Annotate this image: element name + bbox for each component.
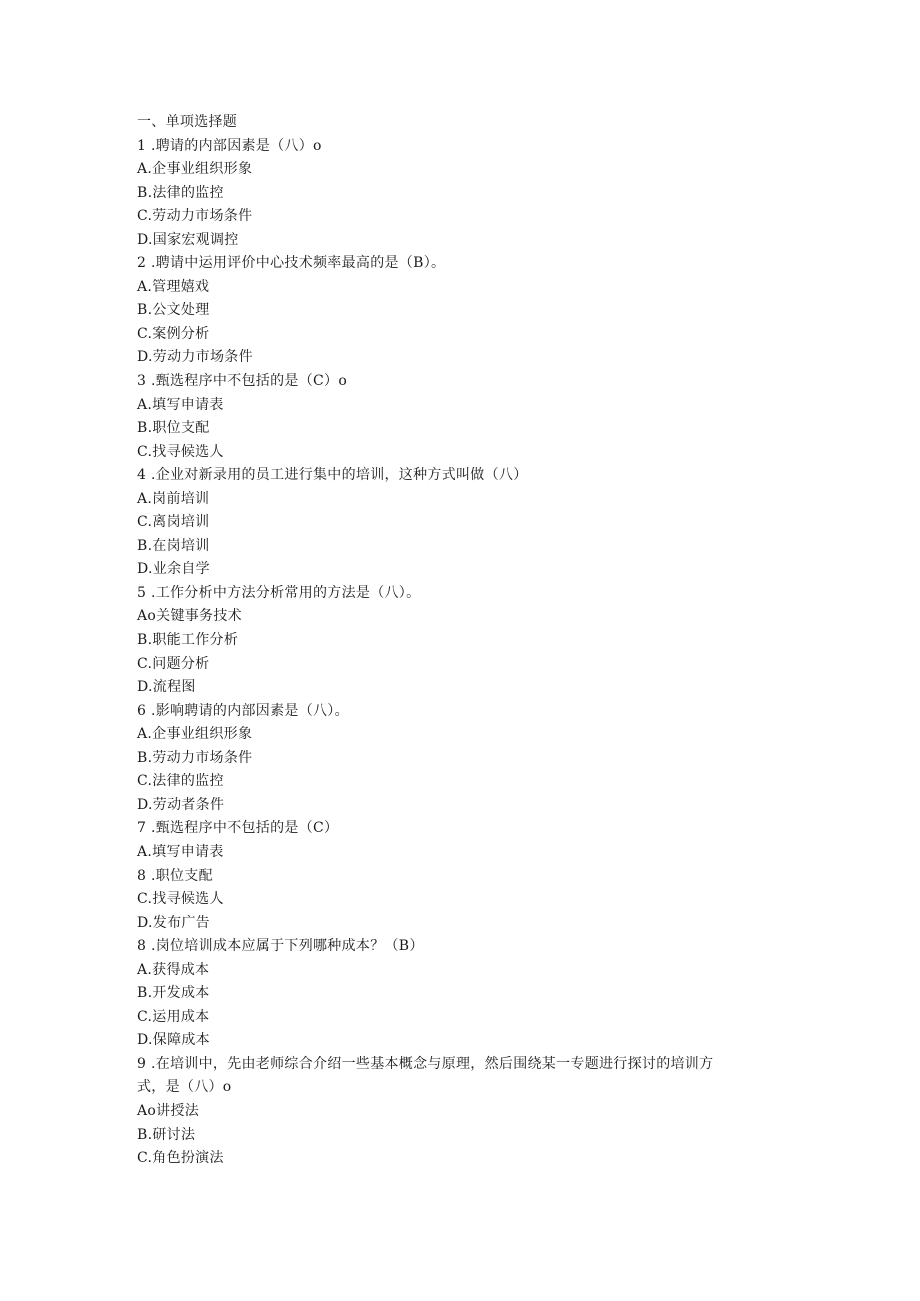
option-line: B.开发成本 — [137, 985, 210, 1002]
question-8: 8 .岗位培训成本应属于下列哪种成本？（B） — [137, 938, 424, 955]
question-7: 7 .甄选程序中不包括的是（C） — [137, 820, 339, 837]
option-line: C.案例分析 — [137, 325, 210, 342]
section-heading: 一、单项选择题 — [137, 114, 238, 130]
option-line: B.法律的监控 — [137, 184, 224, 201]
question-1: 1 .聘请的内部因素是（八）o — [137, 137, 322, 154]
option-line: A.管理嬉戏 — [137, 278, 210, 295]
option-line: C.法律的监控 — [137, 773, 224, 790]
option-line: D.发布广告 — [137, 914, 210, 931]
question-3: 3 .甄选程序中不包括的是（C）o — [137, 373, 348, 390]
question-6: 6 .影响聘请的内部因素是（八）。 — [137, 702, 349, 719]
option-line: A.企事业组织形象 — [137, 726, 253, 743]
option-line: A.岗前培训 — [137, 490, 210, 507]
option-line: B.职能工作分析 — [137, 632, 239, 649]
question-2: 2 .聘请中运用评价中心技术频率最高的是（B）。 — [137, 255, 446, 272]
option-line: D.流程图 — [137, 679, 196, 696]
option-line: C.劳动力市场条件 — [137, 208, 253, 225]
option-line: C.角色扮演法 — [137, 1150, 224, 1167]
question-5: 5 .工作分析中方法分析常用的方法是（八）。 — [137, 584, 421, 601]
option-line: D.保障成本 — [137, 1032, 210, 1049]
option-line: 8 .职位支配 — [137, 867, 213, 884]
option-line: A.填写申请表 — [137, 396, 224, 413]
option-line: B.劳动力市场条件 — [137, 749, 253, 766]
option-line: D.劳动力市场条件 — [137, 349, 253, 366]
question-9-continuation: 式，是（八）o — [137, 1079, 232, 1096]
option-line: A.企事业组织形象 — [137, 161, 253, 178]
option-line: D.劳动者条件 — [137, 796, 225, 813]
option-line: A.填写申请表 — [137, 843, 224, 860]
option-line: A.获得成本 — [137, 961, 210, 978]
option-line: Ao关键事务技术 — [137, 608, 242, 625]
option-line: D.国家宏观调控 — [137, 231, 239, 248]
option-line: C.离岗培训 — [137, 514, 210, 531]
option-line: B.研讨法 — [137, 1126, 196, 1143]
option-line: C.运用成本 — [137, 1008, 210, 1025]
document-body — [137, 111, 787, 1171]
option-line: B.在岗培训 — [137, 537, 210, 554]
question-4: 4 .企业对新录用的员工进行集中的培训，这种方式叫做（八） — [137, 467, 528, 484]
option-line: C.问题分析 — [137, 655, 210, 672]
question-9: 9 .在培训中，先由老师综合介绍一些基本概念与原理，然后围绕某一专题进行探讨的培训方 — [137, 1055, 714, 1072]
option-line: D.业余自学 — [137, 561, 210, 578]
option-line: C.找寻候选人 — [137, 443, 224, 460]
option-line: B.职位支配 — [137, 420, 210, 437]
option-line: Ao讲授法 — [137, 1102, 200, 1119]
option-line: C.找寻候选人 — [137, 891, 224, 908]
option-line: B.公文处理 — [137, 302, 210, 319]
